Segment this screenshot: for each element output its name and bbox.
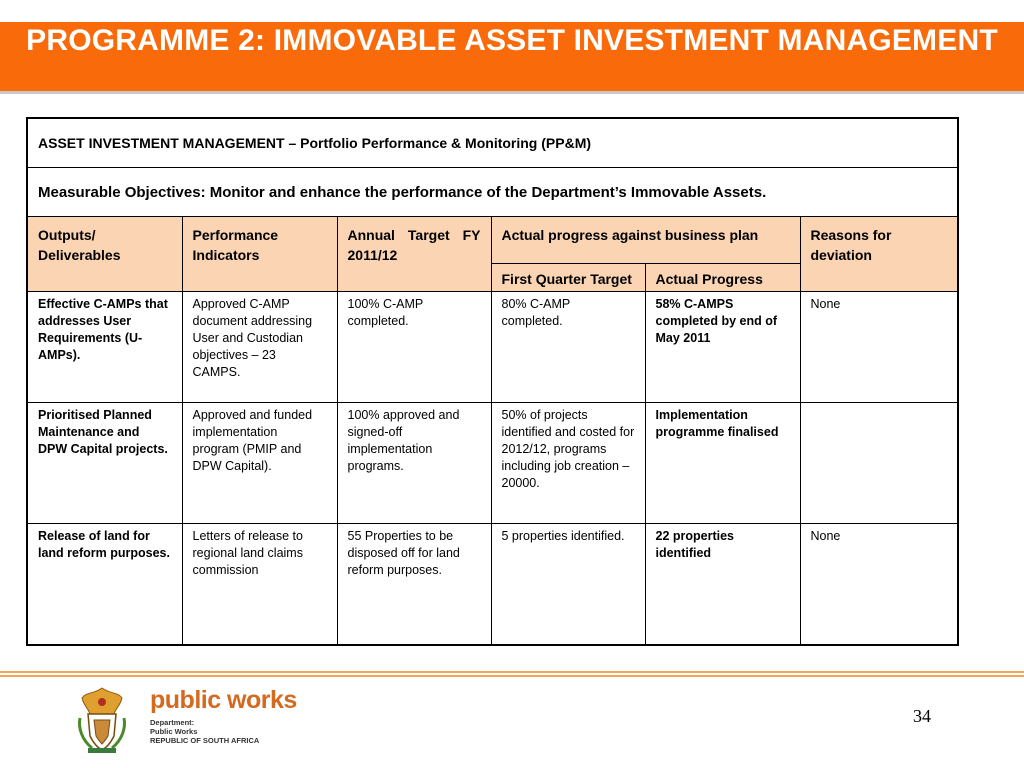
- title-bar: [0, 22, 1024, 94]
- header-indicators: Performance Indicators: [182, 217, 337, 292]
- cell-indicator: Letters of release to regional land claims commission: [182, 524, 337, 646]
- cell-actual-progress: 58% C-AMPS completed by end of May 2011: [645, 292, 800, 403]
- table-title-row: [27, 118, 958, 168]
- table-title: ASSET INVESTMENT MANAGEMENT – Portfolio Performance & Monitoring (PP&M): [27, 118, 958, 168]
- logo-wordmark: public works: [150, 686, 297, 714]
- cell-reason: None: [800, 292, 958, 403]
- coat-of-arms-icon: [74, 684, 130, 756]
- logo-sub-line-3: REPUBLIC OF SOUTH AFRICA: [150, 736, 260, 745]
- header-outputs: Outputs/ Deliverables: [27, 217, 182, 292]
- page-number: 34: [913, 706, 931, 726]
- cell-output: Prioritised Planned Maintenance and DPW Capital projects.: [27, 403, 182, 524]
- header-row: [27, 217, 958, 264]
- cell-actual-progress: Implementation programme finalised: [645, 403, 800, 524]
- header-first-quarter: First Quarter Target: [491, 264, 645, 292]
- cell-indicator: Approved and funded implementation program (PMIP and DPW Capital).: [182, 403, 337, 524]
- cell-first-quarter: 80% C-AMP completed.: [491, 292, 645, 403]
- objectives-table: [26, 117, 959, 646]
- cell-output: Release of land for land reform purposes.: [27, 524, 182, 646]
- header-actual-progress-group: Actual progress against business plan: [491, 217, 800, 264]
- header-actual-progress: Actual Progress: [645, 264, 800, 292]
- measurable-objective: Measurable Objectives: Monitor and enhance the performance of the Department’s Immovable Assets.: [27, 168, 958, 217]
- cell-annual-target: 100% C-AMP completed.: [337, 292, 491, 403]
- cell-indicator: Approved C-AMP document addressing User and Custodian objectives – 23 CAMPS.: [182, 292, 337, 403]
- cell-output: Effective C-AMPs that addresses User Requirements (U-AMPs).: [27, 292, 182, 403]
- page-title: PROGRAMME 2: IMMOVABLE ASSET INVESTMENT MANAGEMENT: [26, 24, 998, 57]
- table-container: [26, 117, 957, 646]
- objective-row: [27, 168, 958, 217]
- logo-sub-line-2: Public Works: [150, 727, 198, 736]
- cell-annual-target: 55 Properties to be disposed off for land reform purposes.: [337, 524, 491, 646]
- table-row: [27, 292, 958, 403]
- header-annual-target: Annual Target FY 2011/12: [337, 217, 491, 292]
- header-reasons: Reasons for deviation: [800, 217, 958, 292]
- logo-sub-line-1: Department:: [150, 718, 195, 727]
- cell-annual-target: 100% approved and signed-off implementation programs.: [337, 403, 491, 524]
- cell-reason: [800, 403, 958, 524]
- department-logo: [74, 684, 314, 756]
- cell-actual-progress: 22 properties identified: [645, 524, 800, 646]
- cell-reason: None: [800, 524, 958, 646]
- logo-subtitle: [150, 718, 259, 745]
- table-row: [27, 403, 958, 524]
- footer-divider: [0, 671, 1024, 677]
- cell-first-quarter: 5 properties identified.: [491, 524, 645, 646]
- cell-first-quarter: 50% of projects identified and costed for 2012/12, programs including job creation – 20000.: [491, 403, 645, 524]
- table-row: [27, 524, 958, 646]
